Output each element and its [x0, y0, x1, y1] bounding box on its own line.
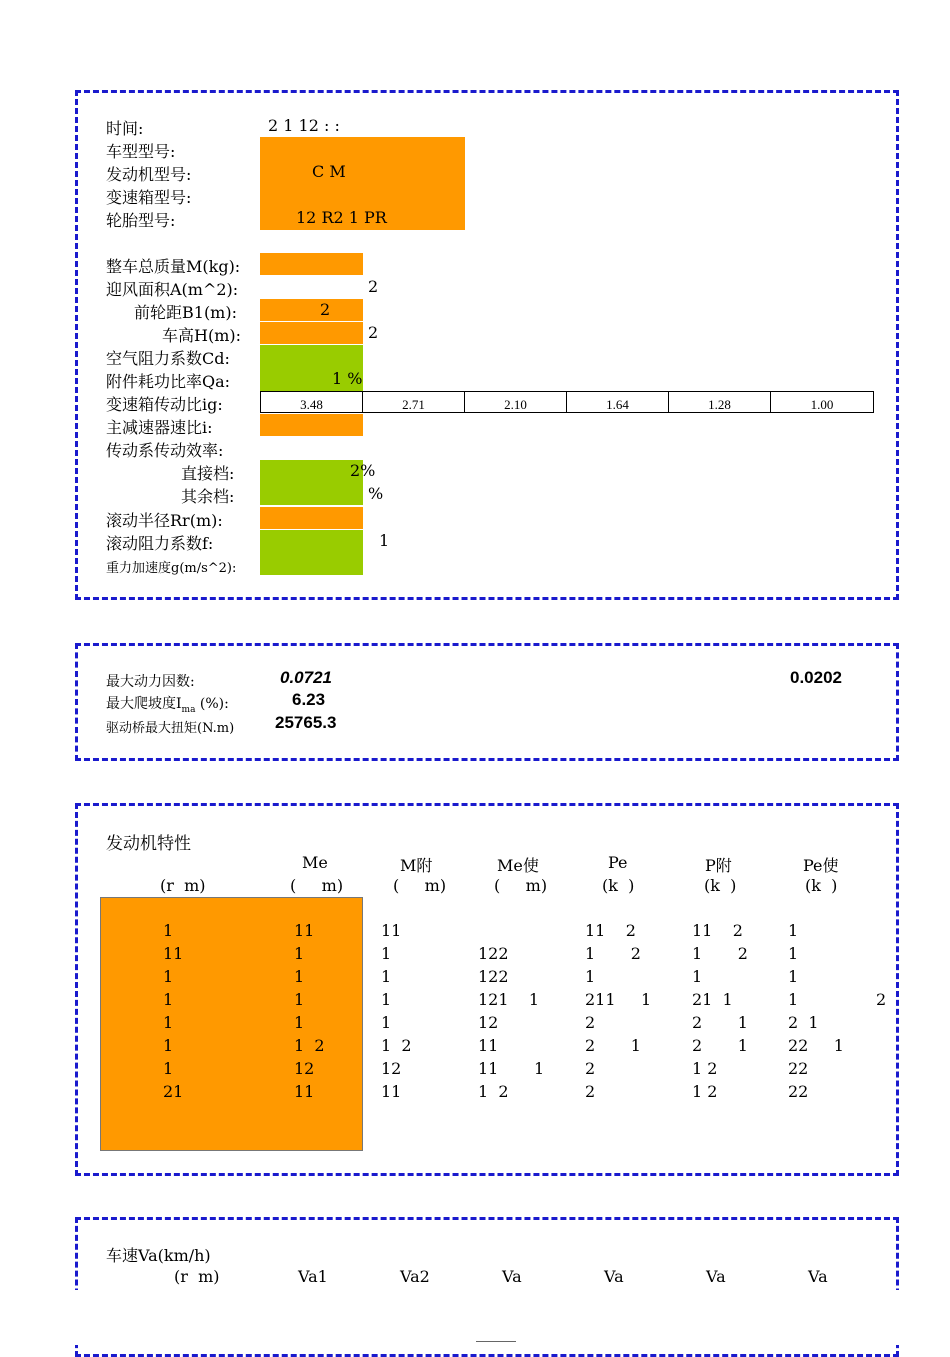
speed-col-header: Va [502, 1267, 522, 1286]
table-cell[interactable]: 1 [163, 1036, 174, 1055]
table-row [0, 944, 950, 967]
table-cell: 1 [788, 921, 799, 940]
table-cell: 22 [788, 1059, 809, 1078]
speed-col-header: (r m) [174, 1267, 220, 1286]
table-cell: 1 2 [478, 1082, 509, 1101]
table-row [0, 1013, 950, 1036]
efficiency-label: 传动系传动效率: [106, 441, 224, 460]
gear-ratio-cell[interactable]: 3.48 [261, 392, 363, 412]
table-cell: 1 [381, 967, 392, 986]
speed-col-header: Va [604, 1267, 624, 1286]
area-value: 2 [368, 277, 379, 296]
table-cell: 1 2 [381, 1036, 412, 1055]
table-cell: 1 [585, 967, 596, 986]
rolling-radius-label: 滚动半径Rr(m): [106, 511, 223, 530]
table-cell[interactable]: 1 [163, 1013, 174, 1032]
table-cell: 2 1 [692, 1013, 748, 1032]
area-label: 迎风面积A(m^2): [106, 280, 239, 299]
unit-header: ( m) [290, 876, 344, 895]
table-cell: 1 2 [692, 1059, 718, 1078]
table-cell: 21 1 [692, 990, 733, 1009]
max-dynamic-label: 最大动力因数: [106, 674, 195, 690]
time-label: 时间: [106, 119, 144, 138]
efficiency-cell[interactable] [260, 460, 363, 505]
table-cell: 2 1 [788, 1013, 819, 1032]
table-cell: 2 1 [692, 1036, 748, 1055]
table-cell: 22 [788, 1082, 809, 1101]
gear-ratio-cell[interactable]: 1.64 [567, 392, 669, 412]
table-cell[interactable]: 1 [294, 944, 305, 963]
track-cell[interactable] [260, 299, 363, 321]
gear-ratio-cell[interactable]: 2.10 [465, 392, 567, 412]
table-cell: 2 [876, 990, 887, 1009]
table-cell: 1 [381, 1013, 392, 1032]
table-row [0, 967, 950, 990]
table-row [0, 1036, 950, 1059]
table-row [0, 1059, 950, 1082]
col-header: Me使 [497, 856, 539, 875]
rolling-resist-value: 1 [379, 531, 390, 550]
height-cell[interactable] [260, 322, 363, 344]
page-footer-line [476, 1341, 516, 1342]
track-value: 2 [320, 300, 331, 319]
table-cell: 12 [381, 1059, 402, 1078]
unit-header: (k ) [704, 876, 737, 895]
table-cell[interactable]: 11 [294, 921, 315, 940]
col-header: P附 [705, 856, 732, 875]
height-value: 2 [368, 323, 379, 342]
gear-ratio-cell[interactable]: 1.28 [669, 392, 771, 412]
table-cell: 12 [478, 1013, 499, 1032]
unit-header: (r m) [160, 876, 206, 895]
time-value: 2 1 12 : : [268, 116, 340, 135]
table-cell: 11 1 [478, 1059, 545, 1078]
table-cell: 121 1 [478, 990, 540, 1009]
max-torque-label: 驱动桥最大扭矩(N.m) [106, 721, 235, 736]
max-torque-value: 25765.3 [275, 713, 337, 732]
gear-ratio-cell[interactable]: 2.71 [363, 392, 465, 412]
table-cell: 22 1 [788, 1036, 844, 1055]
direct-gear-label: 直接档: [181, 464, 235, 483]
track-label: 前轮距B1(m): [134, 303, 237, 322]
col-header: Me [302, 853, 328, 872]
max-grade-value: 6.23 [292, 690, 326, 709]
table-cell[interactable]: 1 2 [294, 1036, 325, 1055]
table-cell: 2 [585, 1059, 596, 1078]
model-label: 车型型号: [106, 142, 176, 161]
page-bottom-mask [0, 1290, 950, 1345]
table-cell[interactable]: 1 [163, 990, 174, 1009]
table-cell: 1 2 [692, 944, 748, 963]
engine-model-label: 发动机型号: [106, 165, 192, 184]
rolling-radius-cell[interactable] [260, 507, 363, 529]
table-cell[interactable]: 11 [163, 944, 184, 963]
table-cell: 122 [478, 967, 509, 986]
speed-col-header: Va [808, 1267, 828, 1286]
mass-label: 整车总质量M(kg): [106, 257, 241, 276]
tire-model-value: 12 R2 1 PR [296, 208, 387, 227]
other-gear-value: % [368, 484, 384, 503]
table-cell: 11 2 [692, 921, 743, 940]
speed-col-header: Va2 [400, 1267, 430, 1286]
max-dynamic-value: 0.0721 [280, 668, 332, 687]
table-cell: 1 [381, 990, 392, 1009]
gear-ratio-row [260, 391, 874, 413]
table-cell: 1 [788, 944, 799, 963]
table-cell: 1 [788, 967, 799, 986]
gravity-label: 重力加速度g(m/s^2): [106, 561, 237, 576]
table-cell: 1 [381, 944, 392, 963]
speed-col-header: Va [706, 1267, 726, 1286]
col-header: Pe使 [803, 856, 839, 875]
table-cell: 11 [381, 1082, 402, 1101]
final-drive-cell[interactable] [260, 414, 363, 436]
cd-label: 空气阻力系数Cd: [106, 349, 230, 368]
unit-header: ( m) [393, 876, 447, 895]
table-cell[interactable]: 1 [294, 990, 305, 1009]
engine-model-value: C M [312, 162, 346, 181]
table-row [0, 1082, 950, 1105]
other-gear-label: 其余档: [181, 487, 235, 506]
table-cell[interactable]: 1 [163, 967, 174, 986]
gear-ratio-cell[interactable]: 1.00 [810, 397, 834, 412]
table-cell[interactable]: 1 [294, 1013, 305, 1032]
table-cell: 2 1 [585, 1036, 641, 1055]
table-cell: 11 [478, 1036, 499, 1055]
table-cell: 11 [381, 921, 402, 940]
qa-value: 1 % [332, 369, 363, 388]
table-cell: 1 2 [585, 944, 641, 963]
table-row [0, 990, 950, 1013]
col-header: Pe [608, 853, 628, 872]
tire-model-label: 轮胎型号: [106, 211, 176, 230]
unit-header: ( m) [494, 876, 548, 895]
mass-cell[interactable] [260, 253, 363, 275]
speed-title: 车速Va(km/h) [106, 1246, 211, 1265]
unit-header: (k ) [602, 876, 635, 895]
table-cell: 1 2 [692, 1082, 718, 1101]
height-label: 车高H(m): [162, 326, 242, 345]
table-cell[interactable]: 12 [294, 1059, 315, 1078]
table-cell: 11 2 [585, 921, 636, 940]
table-cell[interactable]: 21 [163, 1082, 184, 1101]
qa-label: 附件耗功比率Qa: [106, 372, 231, 391]
table-cell: 2 [585, 1082, 596, 1101]
direct-gear-value: 2% [350, 461, 376, 480]
ig-label: 变速箱传动比ig: [106, 395, 223, 414]
col-header: M附 [400, 856, 433, 875]
final-drive-label: 主减速器速比i: [106, 418, 213, 437]
table-cell[interactable]: 1 [163, 921, 174, 940]
table-cell: 122 [478, 944, 509, 963]
engine-char-title: 发动机特性 [106, 834, 191, 854]
gearbox-model-label: 变速箱型号: [106, 188, 192, 207]
rolling-resist-label: 滚动阻力系数f: [106, 534, 214, 553]
table-cell[interactable]: 11 [294, 1082, 315, 1101]
table-cell[interactable]: 1 [163, 1059, 174, 1078]
max-grade-label: 最大爬坡度$I_{ma}$ (%): [106, 696, 229, 715]
table-cell: 2 [585, 1013, 596, 1032]
table-row [0, 921, 950, 944]
table-cell: 1 [788, 990, 799, 1009]
table-cell: 211 1 [585, 990, 652, 1009]
speed-col-header: Va1 [298, 1267, 328, 1286]
table-cell[interactable]: 1 [294, 967, 305, 986]
unit-header: (k ) [805, 876, 838, 895]
rolling-resist-cell[interactable] [260, 530, 363, 575]
table-cell: 1 [692, 967, 703, 986]
result-right-value: 0.0202 [790, 668, 842, 687]
